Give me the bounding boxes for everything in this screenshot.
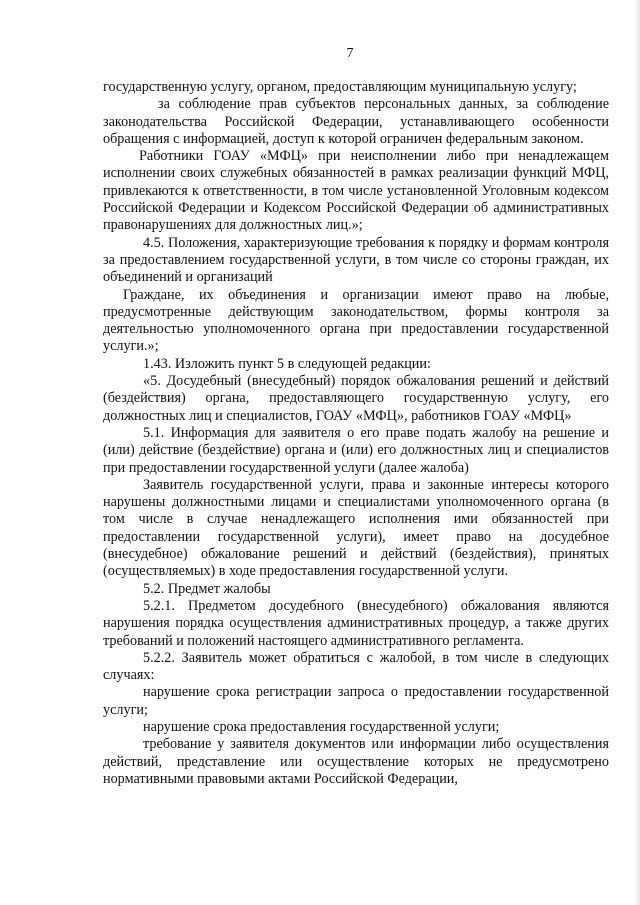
paragraph-5: Граждане, их объединения и организации имеют право на любые, предусмотренные действующим законодательством, формы контроля за деятельностью уполномоченного органа при предоставлении государственной услуги.»;	[103, 286, 609, 355]
paragraph-1: государственную услугу, органом, предоставляющим муниципальную услугу;	[103, 79, 577, 95]
paragraph-10: 5.2. Предмет жалобы	[143, 580, 271, 597]
paragraph-14: нарушение срока предоставления государственной услуги;	[143, 718, 500, 735]
page-edge-shadow	[634, 0, 640, 905]
paragraph-13: нарушение срока регистрации запроса о предоставлении государственной услуги;	[103, 684, 609, 718]
paragraph-15: требование у заявителя документов или информации либо осуществления действий, представление или осуществление которых не предусмотрено нормативными правовыми актами Российской Федерации,	[103, 736, 609, 787]
page-number: 7	[346, 46, 354, 61]
paragraph-3: Работники ГОАУ «МФЦ» при неисполнении либо при ненадлежащем исполнении своих служебных обязанностей в рамках реализации функций МФЦ, привлекаются к ответственности, в том числе установленной Уголовным кодексом Российской Федерации и Кодексом Российской Федерации об административных правонарушениях для должностных лиц.»;	[103, 148, 609, 234]
paragraph-8: 5.1. Информация для заявителя о его праве подать жалобу на решение и (или) действие (бездействие) органа и (или) его должностных лиц и специалистов при предоставлении государственной услуги (далее жалоба)	[103, 424, 609, 476]
paragraph-2: за соблюдение прав субъектов персональных данных, за соблюдение законодательства Российской Федерации, устанавливающего особенности обращения с информацией, доступ к которой ограничен федеральным законом.	[103, 96, 609, 147]
paragraph-9: Заявитель государственной услуги, права и законные интересы которого нарушены должностными лицами и специалистами уполномоченного органа (в том числе в случае ненадлежащего исполнения ими обязанностей при предоставлении государственной услуги), имеет право на досудебное (внесудебное) обжалование решений и действий (бездействия), принятых (осуществляемых) в ходе предоставления государственной услуги.	[103, 476, 609, 580]
paragraph-6: 1.43. Изложить пункт 5 в следующей редакции:	[143, 355, 431, 372]
paragraph-7: «5. Досудебный (внесудебный) порядок обжалования решений и действий (бездействия) органа, предоставляющего государственную услугу, его должностных лиц и специалистов, ГОАУ «МФЦ», работников ГОАУ «МФЦ»	[103, 373, 609, 424]
paragraph-4: 4.5. Положения, характеризующие требования к порядку и формам контроля за предоставлением государственной услуги, в том числе со стороны граждан, их объединений и организаций	[103, 234, 609, 286]
paragraph-11: 5.2.1. Предметом досудебного (внесудебного) обжалования являются нарушения порядка осуществления административных процедур, а также других требований и положений настоящего административного регламента.	[103, 597, 609, 649]
document-body	[103, 79, 609, 788]
paragraph-12: 5.2.2. Заявитель может обратиться с жалобой, в том числе в следующих случаях:	[103, 649, 609, 684]
